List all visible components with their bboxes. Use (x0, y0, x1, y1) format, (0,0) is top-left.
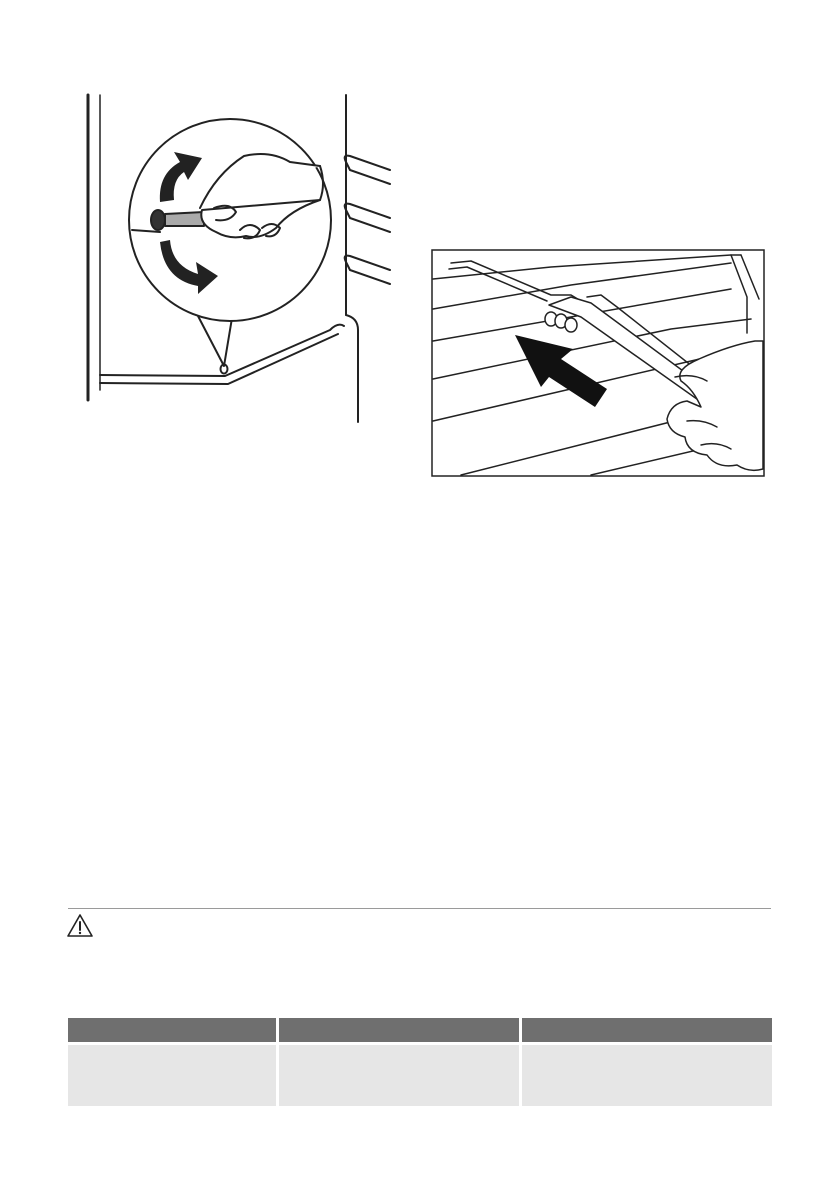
table-cell (522, 1045, 772, 1106)
hand-pushing-tool-icon (431, 249, 765, 477)
table-cell (279, 1045, 519, 1106)
hand-turning-key-icon (80, 90, 400, 430)
illustration-key-adjustment (80, 90, 400, 430)
table-header-cell (68, 1018, 276, 1042)
table-header-cell (522, 1018, 772, 1042)
table-header-cell (279, 1018, 519, 1042)
table-cell (68, 1045, 276, 1106)
warning-triangle-icon (66, 912, 94, 940)
troubleshooting-table (68, 1018, 771, 1106)
warning-divider (68, 908, 771, 909)
illustration-drain-cleaning (431, 249, 765, 477)
